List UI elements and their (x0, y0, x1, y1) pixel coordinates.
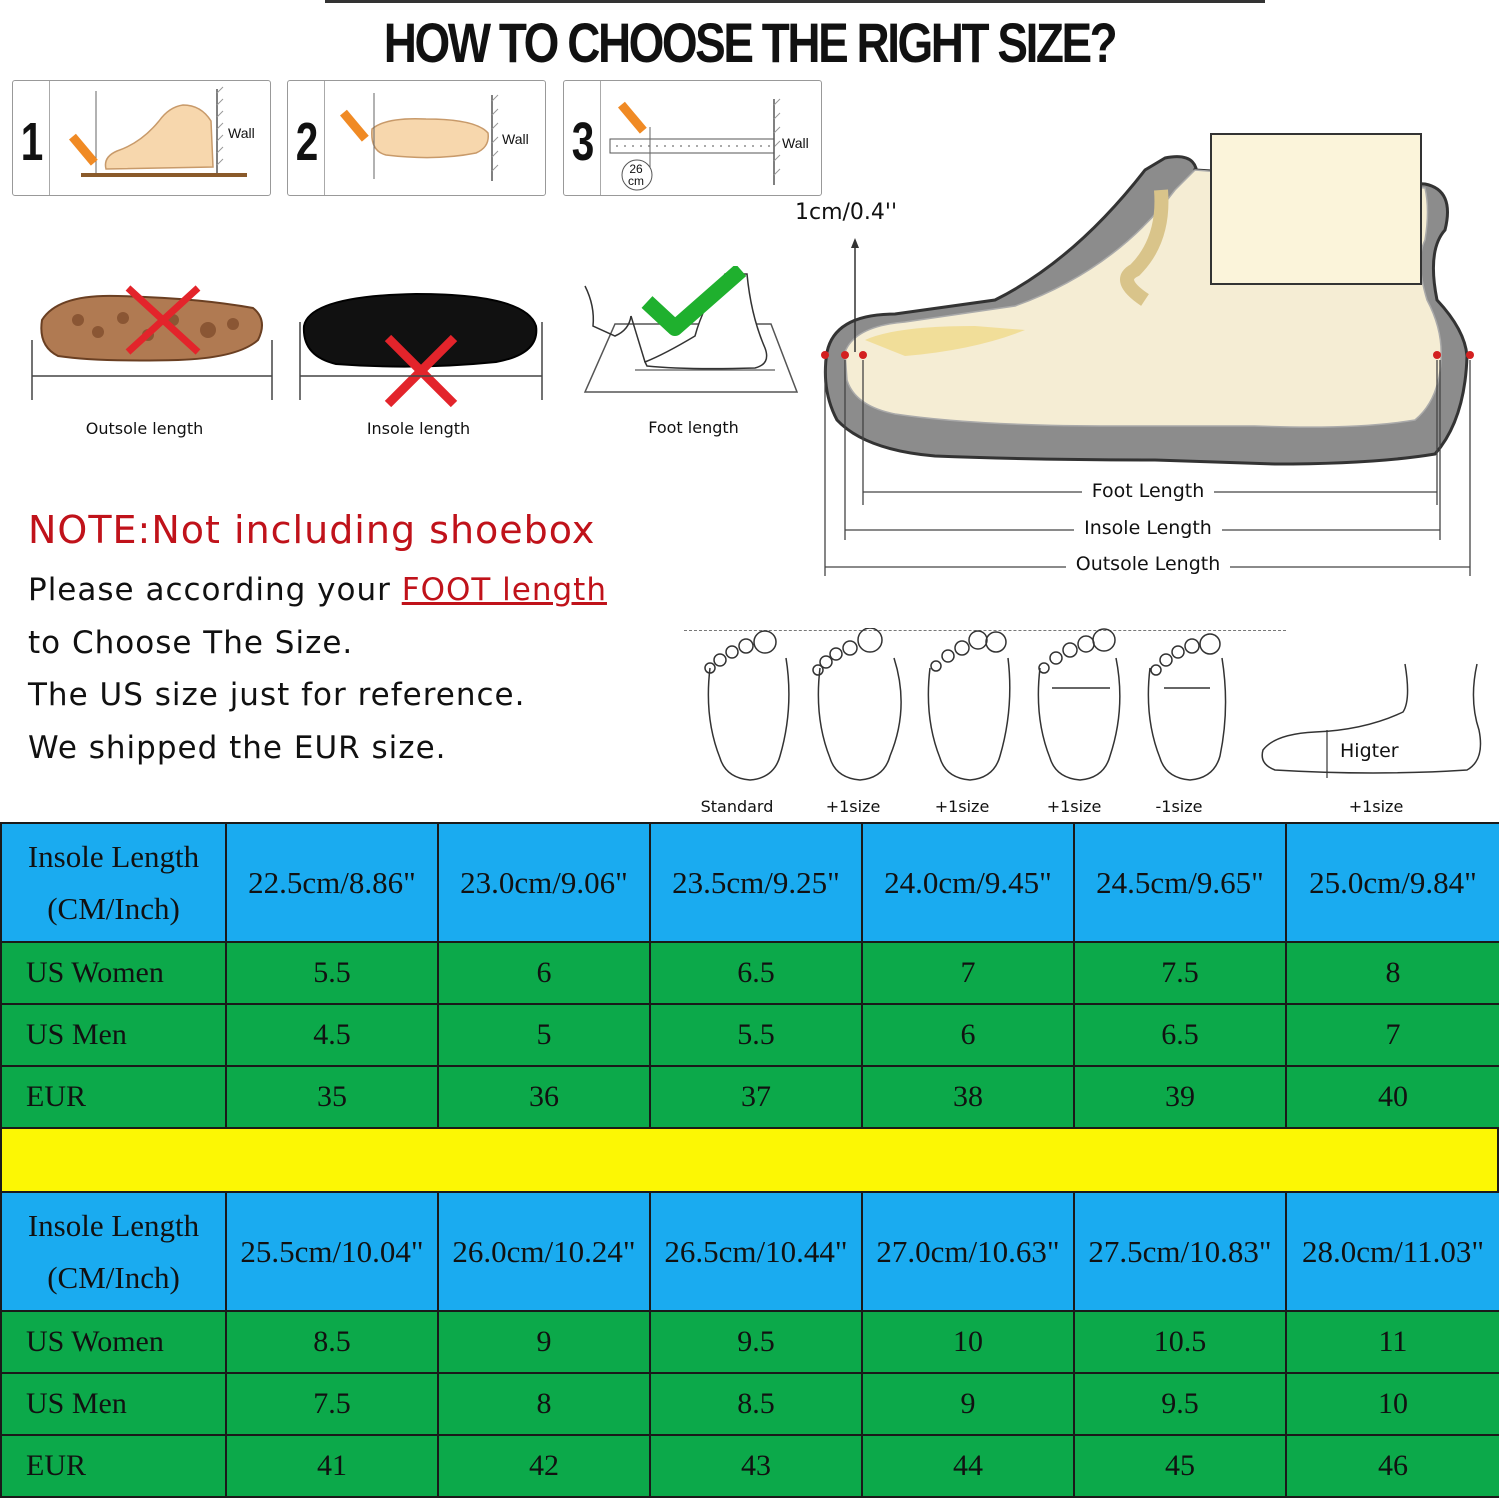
table-row (1, 1004, 1499, 1066)
insole-caption: Insole length (366, 419, 471, 438)
table-cell: 4.5 (226, 1004, 438, 1066)
outsole-illustration (28, 280, 278, 405)
table-cell: 11 (1286, 1311, 1499, 1373)
instep-caption: +1size (1348, 797, 1404, 816)
insole-header-label: Insole Length (CM/Inch) (1, 1192, 226, 1311)
table-cell: 5.5 (226, 942, 438, 1004)
table-cell: 36 (438, 1066, 650, 1128)
note-heading: NOTE:Not including shoebox (28, 508, 596, 552)
wall-label: Wall (502, 131, 529, 147)
table-cell: 9.5 (1074, 1373, 1286, 1435)
foot-shapes-illustration (690, 628, 1250, 788)
step-1-panel (12, 80, 271, 196)
table-cell: 25.5cm/10.04" (226, 1192, 438, 1311)
table-cell: 23.5cm/9.25" (650, 823, 862, 942)
shape-caption-5: -1size (1155, 797, 1203, 816)
table-cell: 6.5 (650, 942, 862, 1004)
table-cell: 7.5 (226, 1373, 438, 1435)
table-row (1, 1373, 1499, 1435)
table-cell: 7 (1286, 1004, 1499, 1066)
insole-header-label: Insole Length (CM/Inch) (1, 823, 226, 942)
table-cell: 9 (862, 1373, 1074, 1435)
table-cell: 40 (1286, 1066, 1499, 1128)
table-row (1, 1311, 1499, 1373)
table-cell: 26.5cm/10.44" (650, 1192, 862, 1311)
table-cell: 6 (862, 1004, 1074, 1066)
table-cell: 37 (650, 1066, 862, 1128)
table-cell: 7.5 (1074, 942, 1286, 1004)
shape-caption-2: +1size (825, 797, 881, 816)
shape-caption-4: +1size (1046, 797, 1102, 816)
note-line-2: to Choose The Size. (28, 625, 354, 661)
table-cell: 23.0cm/9.06" (438, 823, 650, 942)
note-line-4: We shipped the EUR size. (28, 730, 447, 766)
row-label: EUR (1, 1066, 226, 1128)
foot-length-label: Foot Length (1082, 480, 1215, 502)
table-cell: 27.5cm/10.83" (1074, 1192, 1286, 1311)
table-cell: 41 (226, 1435, 438, 1497)
step-number: 1 (20, 112, 44, 172)
higher-label: Higter (1340, 740, 1399, 762)
table-cell: 27.0cm/10.63" (862, 1192, 1074, 1311)
high-instep-icon (1255, 660, 1487, 790)
shape-caption-standard: Standard (700, 797, 774, 816)
table-cell: 45 (1074, 1435, 1286, 1497)
foot-length-illustration (575, 266, 805, 406)
table-cell: 35 (226, 1066, 438, 1128)
table-cell: 9.5 (650, 1311, 862, 1373)
table-row (1, 942, 1499, 1004)
table-cell: 24.5cm/9.65" (1074, 823, 1286, 942)
table-cell: 43 (650, 1435, 862, 1497)
table-cell: 26.0cm/10.24" (438, 1192, 650, 1311)
table-cell: 8 (1286, 942, 1499, 1004)
table-cell: 25.0cm/9.84" (1286, 823, 1499, 942)
step-2-panel (287, 80, 546, 196)
wall-label: Wall (782, 135, 809, 151)
gap-label: 1cm/0.4'' (795, 200, 898, 225)
outsole-caption: Outsole length (85, 419, 204, 438)
table-cell: 8.5 (650, 1373, 862, 1435)
step-number: 3 (571, 112, 595, 172)
row-label: US Women (1, 942, 226, 1004)
table-cell: 22.5cm/8.86" (226, 823, 438, 942)
step-number: 2 (295, 112, 319, 172)
table-cell: 46 (1286, 1435, 1499, 1497)
row-label: US Men (1, 1373, 226, 1435)
table-row (1, 1435, 1499, 1497)
table-cell: 24.0cm/9.45" (862, 823, 1074, 942)
row-label: US Women (1, 1311, 226, 1373)
row-label: US Men (1, 1004, 226, 1066)
table-cell: 10 (1286, 1373, 1499, 1435)
table-separator (0, 1129, 1499, 1191)
foot-length-highlight: FOOT length (401, 572, 607, 608)
table-cell: 6.5 (1074, 1004, 1286, 1066)
note-line-1: Please according your FOOT length (28, 572, 607, 608)
table-cell: 10 (862, 1311, 1074, 1373)
table-cell: 5 (438, 1004, 650, 1066)
foot-length-caption: Foot length (648, 418, 739, 437)
table-cell: 8 (438, 1373, 650, 1435)
insole-illustration (296, 288, 546, 413)
table-cell: 42 (438, 1435, 650, 1497)
row-label: EUR (1, 1435, 226, 1497)
table-cell: 9 (438, 1311, 650, 1373)
step-3-panel (563, 80, 822, 196)
table-cell: 44 (862, 1435, 1074, 1497)
note-line-3: The US size just for reference. (28, 677, 526, 713)
insole-header-row (1, 823, 1499, 942)
table-cell: 39 (1074, 1066, 1286, 1128)
insole-length-label: Insole Length (1074, 517, 1222, 539)
ruler-readout: 26 cm (628, 162, 644, 188)
table-row (1, 1066, 1499, 1128)
wall-label: Wall (228, 125, 255, 141)
table-cell: 28.0cm/11.03" (1286, 1192, 1499, 1311)
table-cell: 10.5 (1074, 1311, 1286, 1373)
size-table-1 (0, 822, 1499, 1129)
page-title: HOW TO CHOOSE THE RIGHT SIZE? (383, 11, 1116, 74)
title-rule (325, 0, 1265, 3)
table-cell: 7 (862, 942, 1074, 1004)
insole-header-row (1, 1192, 1499, 1311)
size-table-2 (0, 1191, 1499, 1498)
table-cell: 8.5 (226, 1311, 438, 1373)
table-cell: 38 (862, 1066, 1074, 1128)
shape-caption-3: +1size (934, 797, 990, 816)
outsole-length-label: Outsole Length (1066, 553, 1231, 575)
table-cell: 5.5 (650, 1004, 862, 1066)
table-cell: 6 (438, 942, 650, 1004)
